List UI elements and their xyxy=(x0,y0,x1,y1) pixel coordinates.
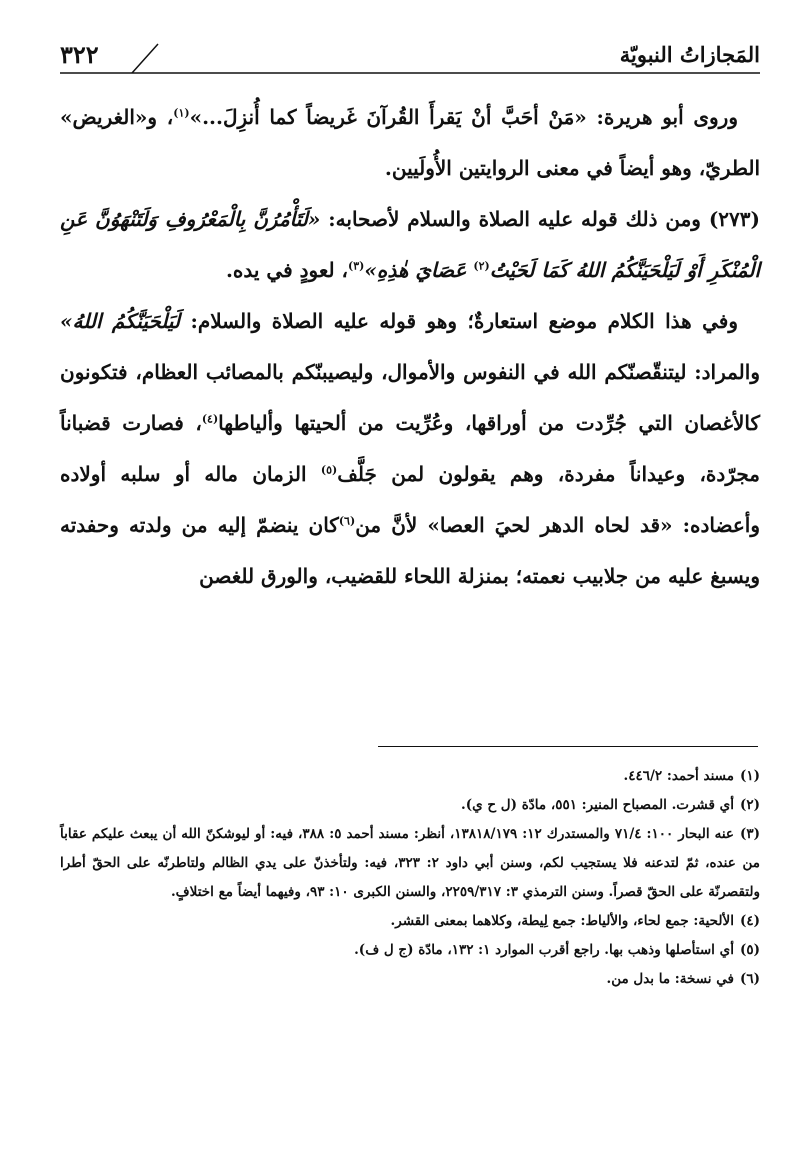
footnote-text: في نسخة: ما بدل من. xyxy=(606,971,734,987)
footnote-number: (٣) xyxy=(739,826,761,842)
hadith-quote-1: «لَتَأْمُرُنَّ بِالْمَعْرُوفِ وَلَتَنْهَوُنَّ عَنِ الْمُنْكَرِ أَوْ لَيَلْحَيَنَّكُمُ اللهُ كَمَا لَحَيْتُ xyxy=(60,207,760,282)
paragraph-1 xyxy=(60,92,760,194)
footnote-ref-4[interactable]: (٤) xyxy=(201,412,219,426)
p2-lead: ومن ذلك قوله عليه الصلاة والسلام لأصحابه: xyxy=(320,207,709,231)
footnote-text: مسند أحمد: ٤٤٦/٢. xyxy=(623,768,734,784)
paragraph-3 xyxy=(60,296,760,602)
footnote-ref-3[interactable]: (٣) xyxy=(348,259,365,273)
footnote-3 xyxy=(60,820,760,907)
footnote-6 xyxy=(60,965,760,994)
footnote-number: (٢) xyxy=(739,797,760,813)
p3-t1: وفي هذا الكلام موضع استعارةٌ؛ وهو قوله عليه الصلاة والسلام: xyxy=(180,309,739,333)
footnote-ref-6[interactable]: (٦) xyxy=(338,514,356,528)
footnote-5 xyxy=(60,936,760,965)
footnote-number: (٤) xyxy=(739,913,760,929)
p3-t2: والمراد: ليتنقّصنّكم الله في النفوس والأموال، وليصيبنّكم بالمصائب العظام، فتكونون كالأغصان التي جُرِّدت من أوراقها، وعُرِّيت من ألحيتها وألياطها xyxy=(60,360,761,435)
footnote-2 xyxy=(60,791,760,820)
footnote-text: الألحية: جمع لحاء، والألياط: جمع لِيطة، وكلاهما بمعنى القشر. xyxy=(390,913,734,929)
p1-tail: ، و«الغريض» الطريّ، وهو أيضاً في معنى الروايتين الأُولَيين. xyxy=(60,105,760,180)
footnote-text: أي قشرت. المصباح المنير: ٥٥١، مادّة (ل ح ي). xyxy=(461,797,734,813)
running-header xyxy=(60,38,760,78)
p3-t5: كان ينضمّ إليه من ولدته وحفدته ويسبغ عليه من جلابيب نعمته؛ بمنزلة اللحاء للقضيب، والورق للغصن xyxy=(60,513,760,588)
footnotes xyxy=(60,762,760,994)
footnote-text: أي استأصلها وذهب بها. راجع أقرب الموارد ١: ١٣٢، مادّة (ج ل ف). xyxy=(354,942,734,958)
main-text xyxy=(60,92,760,602)
p3-quote: لَيَلْحَيَنَّكُمُ اللهُ» xyxy=(60,309,181,333)
footnote-number: (٥) xyxy=(739,942,760,958)
footnote-number: (١) xyxy=(739,768,760,784)
footnote-1 xyxy=(60,762,760,791)
footnote-separator xyxy=(378,746,758,747)
section-number: (٢٧٣) xyxy=(708,207,760,231)
p2-tail: ، لعودٍ في يده. xyxy=(225,258,348,282)
p3-t3: ، فصارت قضباناً مجرّدة، وعيداناً مفردة، وهم يقولون لمن جَلَّف xyxy=(60,411,760,486)
footnote-ref-2[interactable]: (٢) xyxy=(473,259,490,273)
footnote-number: (٦) xyxy=(739,971,760,987)
footnote-text: عنه البحار ١٠٠: ٧١/٤ والمستدرك ١٢: ١٣٨١٨/١٧٩، أنظر: مسند أحمد ٥: ٣٨٨، فيه: أو ليوشكنّ الله أن يبعث عليكم عقاباً من عنده، ثمّ لتدعنه فلا يستجيب لكم، وسنن أبي داود ٢: ٣٢٣، فيه: ولتأخذنّ على يدي الظالم ولتاطرنّه على الحقّ أطرا ولتقصرنّة على الحقّ قصراً. وسنن الترمذي ٣: ٢٢٥٩/٣١٧، والسنن الكبرى ١٠: ٩٣، وفيهما أيضاً مع اختلافٍ. xyxy=(60,826,760,900)
header-title: المَجازاتُ النبويّة xyxy=(619,42,760,67)
footnote-4 xyxy=(60,907,760,936)
p3-t4: الزمان ماله أو سلبه أولاده وأعضاده: «قد لحاه الدهر لحيَ العصا» لأنَّ من xyxy=(60,462,760,537)
page-number: ٣٢٢ xyxy=(60,40,99,69)
footnote-ref-5[interactable]: (٥) xyxy=(320,463,338,477)
paragraph-2 xyxy=(60,194,760,296)
hadith-quote-2: عَصَايَ هٰذِهِ» xyxy=(364,258,474,282)
footnote-ref-1[interactable]: (١) xyxy=(173,106,190,120)
p1-text: وروى أبو هريرة: «مَنْ أحَبَّ أنْ يَقرأَ القُرآنَ غَريضاً كما أُنزِلَ...» xyxy=(189,105,738,129)
